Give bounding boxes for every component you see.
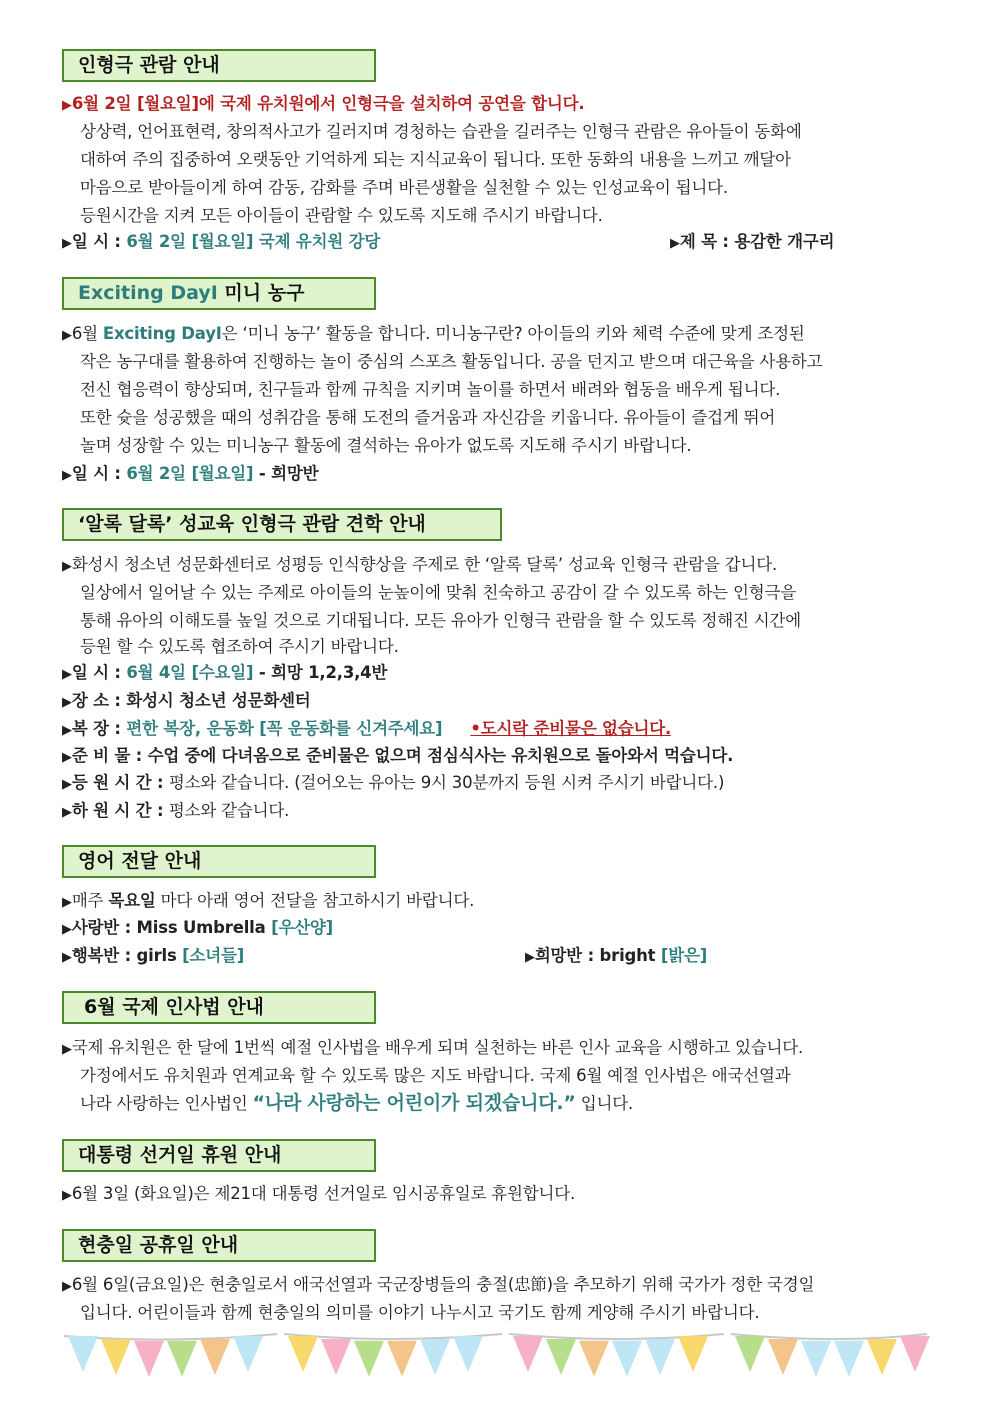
bunting-flag bbox=[768, 1339, 798, 1375]
info-clothing: ▶복 장 : 편한 복장, 운동화 [꼭 운동화를 신겨주세요] •도시락 준비물은 없습니다. bbox=[62, 719, 672, 738]
info-place: ▶장 소 : 화성시 청소년 성문화센터 bbox=[62, 691, 311, 710]
paragraph-line: 작은 농구대를 활용하여 진행하는 놀이 중심의 스포츠 활동입니다. 공을 던지고 받으며 대근육을 사용하고 bbox=[80, 352, 823, 371]
paragraph-line: 상상력, 언어표현력, 창의적사고가 길러지며 경청하는 습관을 길러주는 인형극 관람은 유아들이 동화에 bbox=[80, 122, 802, 141]
lead-line: ▶6월 2일 [월요일]에 국제 유치원에서 인형극을 설치하여 공연을 합니다. bbox=[62, 94, 585, 113]
english-class-2: ▶행복반 : girls [소녀들] bbox=[62, 946, 245, 965]
paragraph-line: 놀며 성장할 수 있는 미니농구 활동에 결석하는 유아가 없도록 지도해 주시기 바랍니다. bbox=[80, 436, 692, 455]
paragraph-line: ▶매주 목요일 마다 아래 영어 전달을 참고하시기 바랍니다. bbox=[62, 891, 475, 910]
paragraph-line: ▶6월 Exciting DayⅠ은 ‘미니 농구’ 활동을 합니다. 미니농구란? 아이들의 키와 체력 수준에 맞게 조정된 bbox=[62, 324, 805, 343]
bunting-flag bbox=[735, 1336, 765, 1372]
section-title: 인형극 관람 안내 bbox=[62, 49, 376, 82]
info-departure: ▶하 원 시 간 : 평소와 같습니다. bbox=[62, 801, 290, 820]
info-subject: ▶제 목 : 용감한 개구리 bbox=[670, 232, 835, 251]
paragraph-line: 가정에서도 유치원과 연계교육 할 수 있도록 많은 지도 바랍니다. 국제 6월 예절 인사법은 애국선열과 bbox=[80, 1066, 791, 1085]
paragraph-line: ▶국제 유치원은 한 달에 1번씩 예절 인사법을 배우게 되며 실천하는 바른 인사 교육을 시행하고 있습니다. bbox=[62, 1038, 804, 1057]
info-date: ▶일 시 : 6월 4일 [수요일] - 희망 1,2,3,4반 bbox=[62, 663, 388, 682]
paragraph-line: 마음으로 받아들이게 하여 감동, 감화를 주며 바른생활을 실천할 수 있는 인성교육이 됩니다. bbox=[80, 178, 728, 197]
bunting-string bbox=[64, 1334, 927, 1340]
paragraph-line: 등원 할 수 있도록 협조하여 주시기 바랍니다. bbox=[80, 637, 399, 656]
paragraph-line: ▶6월 6일(금요일)은 현충일로서 애국선열과 국군장병들의 충절(忠節)을 추모하기 위해 국가가 정한 국경일 bbox=[62, 1275, 815, 1294]
section-title: 대통령 선거일 휴원 안내 bbox=[62, 1139, 376, 1172]
info-supplies: ▶준 비 물 : 수업 중에 다녀옴으로 준비물은 없으며 점심식사는 유치원으로 돌아와서 먹습니다. bbox=[62, 746, 734, 765]
bunting-flag bbox=[420, 1339, 450, 1375]
english-class-1: ▶사랑반 : Miss Umbrella [우산양] bbox=[62, 918, 334, 937]
bunting-flag bbox=[68, 1336, 98, 1372]
bunting-flag bbox=[867, 1339, 897, 1375]
info-arrival: ▶등 원 시 간 : 평소와 같습니다. (걸어오는 유아는 9시 30분까지 등원 시켜 주시기 바랍니다.) bbox=[62, 773, 725, 792]
section-title: 6월 국제 인사법 안내 bbox=[62, 991, 376, 1024]
paragraph-line: 전신 협응력이 향상되며, 친구들과 함께 규칙을 지키며 놀이를 하면서 배려와 협동을 배우게 됩니다. bbox=[80, 380, 781, 399]
bunting-flag bbox=[387, 1341, 417, 1377]
bunting-flag bbox=[453, 1336, 483, 1372]
section-title: 영어 전달 안내 bbox=[62, 845, 376, 878]
bunting-flag bbox=[801, 1341, 831, 1377]
paragraph-line: 나라 사랑하는 인사법인 “나라 사랑하는 어린이가 되겠습니다.” 입니다. bbox=[80, 1092, 633, 1114]
paragraph-line: ▶6월 3일 (화요일)은 제21대 대통령 선거일로 임시공휴일로 휴원합니다. bbox=[62, 1184, 576, 1203]
bunting-flag bbox=[612, 1341, 642, 1377]
bunting-flag bbox=[101, 1339, 131, 1375]
paragraph-line: 대하여 주의 집중하여 오랫동안 기억하게 되는 지식교육이 됩니다. 또한 동화의 내용을 느끼고 깨달아 bbox=[80, 150, 791, 169]
info-date: ▶일 시 : 6월 2일 [월요일] 국제 유치원 강당 bbox=[62, 232, 381, 251]
bunting-flag bbox=[134, 1341, 164, 1377]
bunting-flag bbox=[321, 1339, 351, 1375]
info-date: ▶일 시 : 6월 2일 [월요일] - 희망반 bbox=[62, 464, 319, 483]
section-title: ‘알록 달록’ 성교육 인형극 관람 견학 안내 bbox=[62, 508, 502, 541]
paragraph-line: 등원시간을 지켜 모든 아이들이 관람할 수 있도록 지도해 주시기 바랍니다. bbox=[80, 206, 603, 225]
bunting-flag bbox=[546, 1339, 576, 1375]
bunting-flag bbox=[288, 1336, 318, 1372]
english-class-3: ▶희망반 : bright [밝은] bbox=[525, 946, 708, 965]
bunting-decoration bbox=[62, 1330, 932, 1380]
bunting-flag bbox=[834, 1341, 864, 1377]
bunting-flag bbox=[900, 1336, 930, 1372]
paragraph-line: ▶화성시 청소년 성문화센터로 성평등 인식향상을 주제로 한 ‘알록 달록’ 성교육 인형극 관람을 갑니다. bbox=[62, 555, 778, 574]
bunting-flag bbox=[233, 1336, 263, 1372]
paragraph-line: 일상에서 일어날 수 있는 주제로 아이들의 눈높이에 맞춰 친숙하고 공감이 갈 수 있도록 하는 인형극을 bbox=[80, 583, 796, 602]
bunting-flag bbox=[354, 1341, 384, 1377]
bunting-flag bbox=[645, 1339, 675, 1375]
bunting-flag bbox=[579, 1341, 609, 1377]
paragraph-line: 입니다. 어린이들과 함께 현충일의 의미를 이야기 나누시고 국기도 함께 게양해 주시기 바랍니다. bbox=[80, 1303, 760, 1322]
bunting-flag bbox=[200, 1339, 230, 1375]
bunting-flag bbox=[167, 1341, 197, 1377]
paragraph-line: 통해 유아의 이해도를 높일 것으로 기대됩니다. 모든 유아가 인형극 관람을 할 수 있도록 정해진 시간에 bbox=[80, 611, 801, 630]
paragraph-line: 또한 슛을 성공했을 때의 성취감을 통해 도전의 즐거움과 자신감을 키웁니다. 유아들이 즐겁게 뛰어 bbox=[80, 408, 776, 427]
section-title: 현충일 공휴일 안내 bbox=[62, 1229, 376, 1262]
bunting-flag bbox=[513, 1336, 543, 1372]
bunting-flag bbox=[678, 1336, 708, 1372]
section-title: Exciting DayⅠ 미니 농구 bbox=[62, 277, 376, 310]
